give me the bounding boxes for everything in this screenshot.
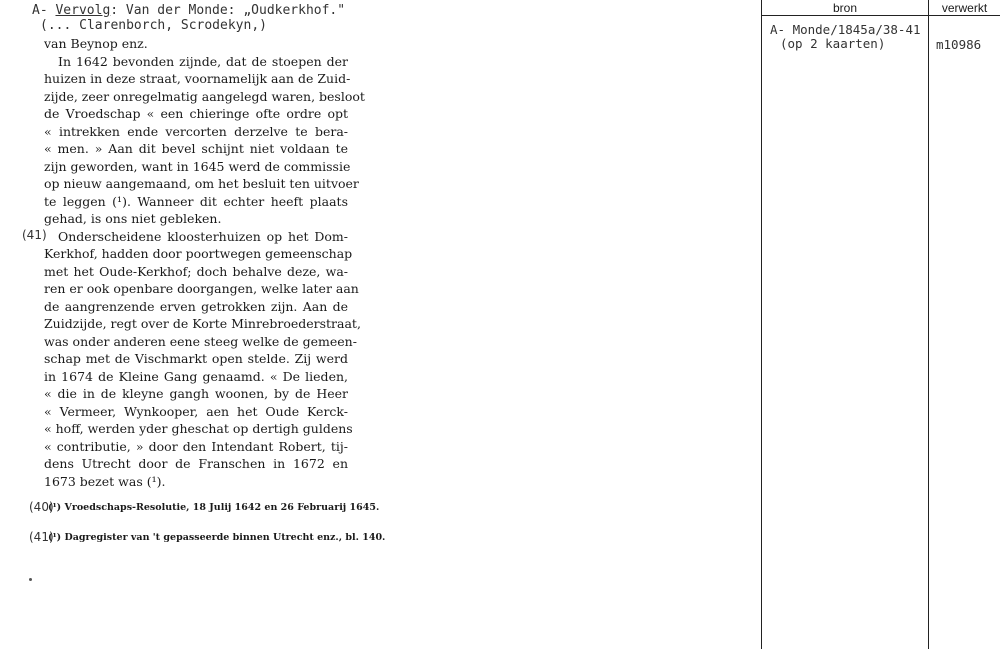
text-line: de aangrenzende erven getrokken zijn. Aan de — [44, 298, 348, 314]
verwerkt-value: m10986 — [936, 37, 982, 52]
text-line: ren er ook openbare doorgangen, welke later aan — [44, 281, 359, 296]
margin-note: (41) — [29, 530, 54, 544]
text-line: te leggen (¹). Wanneer dit echter heeft plaats — [44, 193, 348, 209]
text-line: Onderscheidene kloosterhuizen op het Dom- — [58, 228, 348, 244]
text-line: « men. » Aan dit bevel schijnt niet voldaan te — [44, 141, 348, 156]
text-line: Zuidzijde, regt over de Korte Minrebroederstraat, — [44, 316, 361, 331]
text-line: schap met de Vischmarkt open stelde. Zij werd — [44, 351, 348, 366]
header-label: Vervolg — [55, 3, 111, 18]
text-line: « contributie, » door den Intendant Robert, tij- — [44, 438, 348, 454]
table-column-divider — [928, 0, 929, 649]
printed-text-block — [44, 35, 365, 490]
text-line: « die in de kleyne gangh woonen, by de Heer — [44, 386, 348, 401]
text-line: zijde, zeer onregelmatig aangelegd waren, besloot — [44, 88, 365, 104]
margin-note: (40) — [29, 500, 54, 514]
text-line: gehad, is ons niet gebleken. — [44, 211, 222, 226]
margin-note: (41) — [22, 228, 47, 242]
stray-mark — [29, 578, 32, 581]
text-line: In 1642 bevonden zijnde, dat de stoepen der — [58, 53, 348, 69]
text-line: huizen in deze straat, voornamelijk aan de Zuid- — [44, 71, 351, 86]
text-line: 1673 bezet was (¹). — [44, 473, 166, 489]
header-title: : Van der Monde: „Oudkerkhof." — [110, 3, 346, 18]
text-line: met het Oude-Kerkhof; doch behalve deze, wa- — [44, 263, 348, 279]
table-header-divider — [761, 15, 1000, 16]
text-line: zijn geworden, want in 1645 werd de commissie — [44, 158, 351, 174]
text-line: « Vermeer, Wynkooper, aen het Oude Kerck- — [44, 403, 348, 419]
footnote: (¹) Dagregister van 't gepasseerde binnen Utrecht enz., bl. 140. — [48, 532, 386, 543]
text-line: was onder anderen eene steeg welke de gemeen- — [44, 333, 357, 349]
header-prefix: A- — [32, 3, 56, 18]
text-line: Kerkhof, hadden door poortwegen gemeenschap — [44, 246, 353, 261]
text-line: « hoff, werden yder gheschat op dertigh guldens — [44, 421, 353, 436]
record-header — [32, 3, 345, 18]
footnote: (¹) Vroedschaps-Resolutie, 18 Julij 1642 en 26 Februarij 1645. — [48, 502, 380, 513]
table-border-left — [761, 0, 762, 649]
column-header-bron: bron — [832, 1, 858, 15]
text-line: « intrekken ende vercorten derzelve te bera- — [44, 123, 348, 139]
text-line: dens Utrecht door de Franschen in 1672 en — [44, 456, 348, 471]
bron-note: (op 2 kaarten) — [780, 36, 886, 51]
column-header-verwerkt: verwerkt — [941, 1, 988, 15]
text-line: de Vroedschap « een chieringe ofte ordre opt — [44, 106, 348, 121]
text-line: op nieuw aangemaand, om het besluit ten uitvoer — [44, 176, 359, 191]
text-line: in 1674 de Kleine Gang genaamd. « De lieden, — [44, 368, 348, 384]
text-line: van Beynop enz. — [44, 36, 148, 51]
header-subtitle: (... Clarenborch, Scrodekyn,) — [40, 18, 267, 33]
bron-value: A- Monde/1845a/38-41 — [770, 22, 921, 37]
